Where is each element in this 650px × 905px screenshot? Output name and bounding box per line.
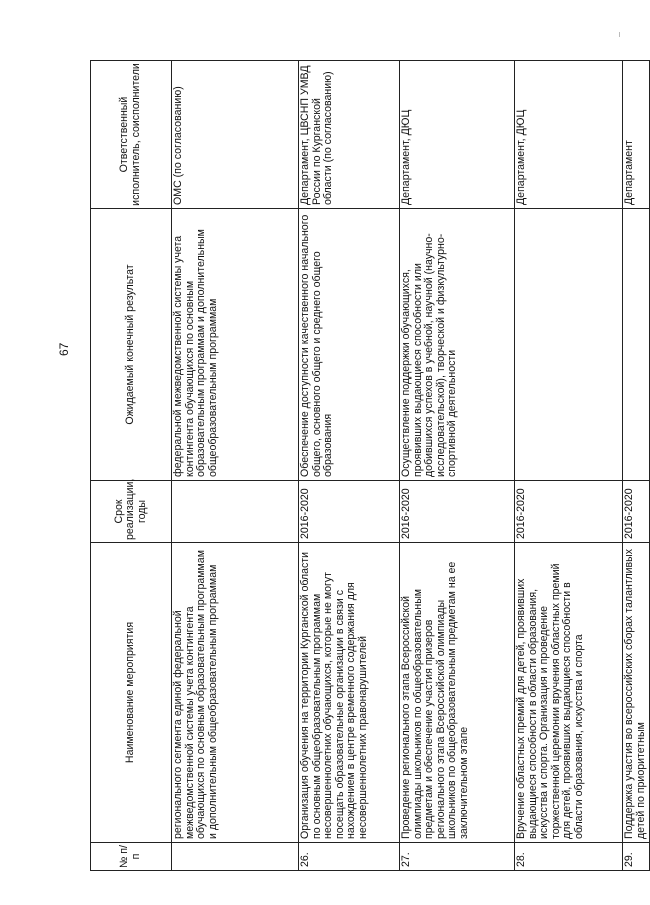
table-row [623, 61, 650, 871]
header-name: Наименование мероприятия [91, 543, 172, 843]
cell-responsible: ОМС (по согласованию) [172, 61, 299, 209]
cell-name: Поддержка участия во всероссийских сборах талантливых детей по приоритетным [623, 543, 650, 843]
cell-term: 2016-2020 [623, 481, 650, 543]
cell-responsible: Департамент, ДЮЦ [515, 61, 623, 209]
cell-result [515, 209, 623, 481]
cell-responsible: Департамент, ЦВСНП УМВД России по Курганской области (по согласованию) [299, 61, 400, 209]
table-row [400, 61, 515, 871]
cell-term [172, 481, 299, 543]
table-row [515, 61, 623, 871]
cell-num: 29. [623, 843, 650, 871]
cell-num [172, 843, 299, 871]
header-result: Ожидаемый конечный результат [91, 209, 172, 481]
rotated-table-container [90, 61, 650, 871]
cell-name: регионального сегмента единой федеральной межведомственной системы учета контингента обучающихся по основным образовательным программам и дополнительным общеобразовательным программам [172, 543, 299, 843]
cell-name: Организация обучения на территории Курганской области по основным общеобразовательным программам несовершеннолетних обучающихся, которые не могут посещать образовательные организации в связи с нахождением в центре временного содержания для несовершеннолетних правонарушителей [299, 543, 400, 843]
activities-table [90, 60, 650, 871]
cell-term: 2016-2020 [400, 481, 515, 543]
cell-num: 26. [299, 843, 400, 871]
cell-responsible: Департамент [623, 61, 650, 209]
cell-result: Осуществление поддержки обучающихся, проявивших выдающиеся способности или добившихся успехов в учебной, научной (научно-исследовательской), творческой и физкультурно-спортивной деятельности [400, 209, 515, 481]
cell-result: Обеспечение доступности качественного начального общего, основного общего и среднего общего образования [299, 209, 400, 481]
table-header-row [91, 61, 172, 871]
header-num: № п/п [91, 843, 172, 871]
margin-mark [619, 32, 620, 37]
page-number: 67 [57, 342, 71, 356]
cell-term: 2016-2020 [515, 481, 623, 543]
header-term: Срок реализации, годы [91, 481, 172, 543]
table-row [172, 61, 299, 871]
cell-responsible: Департамент, ДЮЦ [400, 61, 515, 209]
cell-num: 27. [400, 843, 515, 871]
cell-result [623, 209, 650, 481]
cell-num: 28. [515, 843, 623, 871]
cell-term: 2016-2020 [299, 481, 400, 543]
cell-result: федеральной межведомственной системы учета контингента обучающихся по основным образовательным программам и дополнительным общеобразовательным программам [172, 209, 299, 481]
cell-name: Вручение областных премий для детей, проявивших выдающиеся способности в области образования, искусства и спорта. Организация и проведение торжественной церемонии вручения областных премий для детей, проявивших выдающиеся способности в области образования, искусства и спорта [515, 543, 623, 843]
cell-name: Проведение регионального этапа Всероссийской олимпиады школьников по общеобразовательным предметам и обеспечение участия призеров регионального этапа Всероссийской олимпиады школьников по общеобразовательным предметам на ее заключительном этапе [400, 543, 515, 843]
header-responsible: Ответственный исполнитель, соисполнители [91, 61, 172, 209]
table-row [299, 61, 400, 871]
